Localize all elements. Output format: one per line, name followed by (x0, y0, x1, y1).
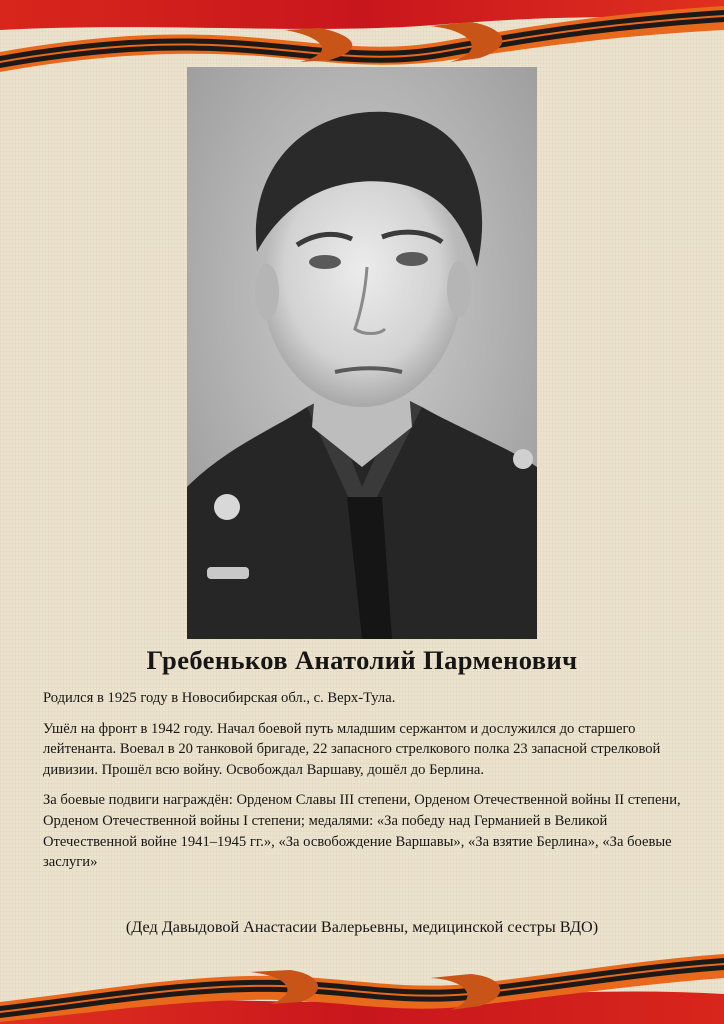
bio-awards-paragraph: За боевые подвиги награждён: Орденом Славы III степени, Орденом Отечественной войны II степени, Орденом Отечественной войны I степени; медалями: «За победу над Германией в Великой Отечественной войне 1941–1945 гг.», «За освобождение Варшавы», «За взятие Берлина», «За боевые заслуги» (43, 792, 681, 871)
person-name-heading: Гребеньков Анатолий Парменович (146, 645, 578, 675)
bio-born-paragraph: Родился в 1925 году в Новосибирская обл., с. Верх-Тула. (43, 690, 396, 706)
soldier-portrait-photo (187, 67, 537, 639)
bio-service-paragraph: Ушёл на фронт в 1942 году. Начал боевой путь младшим сержантом и дослужился до старшего лейтенанта. Воевал в 20 танковой бригаде, 22 запасного стрелкового полка 23 запасной стрелковой дивизии. Прошёл всю войну. Освобождал Варшаву, дошёл до Берлина. (43, 720, 661, 778)
bottom-ribbon-banner (0, 954, 724, 1024)
top-ribbon-banner (0, 0, 724, 75)
biography-text (43, 688, 693, 883)
dedication-caption: (Дед Давыдовой Анастасии Валерьевны, медицинской сестры ВДО) (125, 918, 599, 936)
